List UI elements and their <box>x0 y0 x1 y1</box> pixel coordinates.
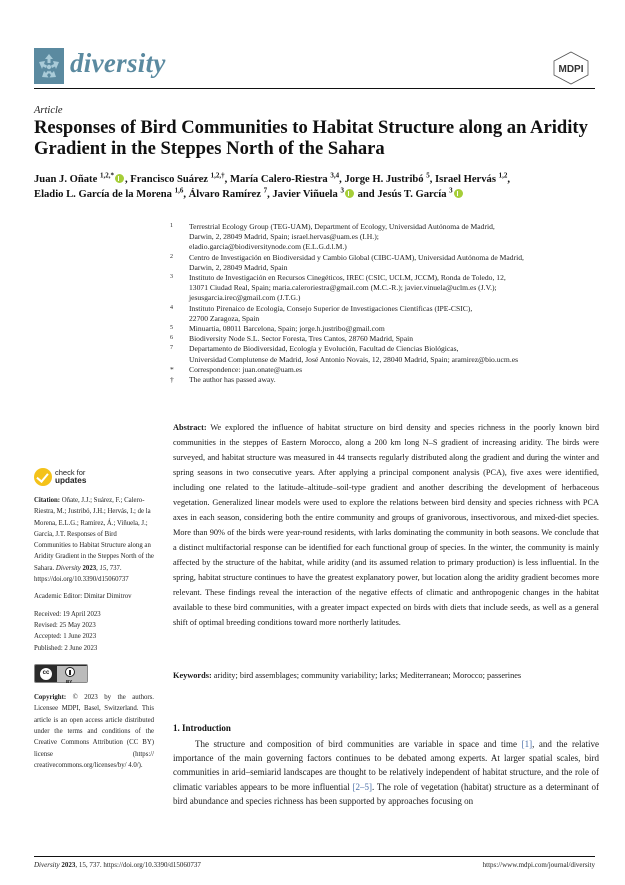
abstract-text: We explored the influence of habitat structure on bird density and species richness in the poorly known bird communities in the steppes of Eastern Morocco, along a 200 km long N–S gradient of increasing aridity. The birds were surveyed, and habitat structure was measured in 44 transects regularly distributed along the gradient and during the winter and spring seasons in two consecutive years. After applying a principal component analysis (PCA), five axes were identified, including one related to the latitude–altitude–soil-type gradient and another describing the development of herbaceous vegetation. Generalized linear models were used to explore the relations between bird density and species richness with PCA axes in each season, considering both the entire community and groups of granivorous, insectivorous, and mixed-diet species. More than 90% of the birds were year-round residents, with larks dominating the community in both seasons. We conclude that a distinct multifactorial response can be identified for each functional group of species. In the winter, the community is mainly affected by the structure of the habitat, while aridity (and its assumed relation to primary production) is less influential. In the spring, habitat structure continues to have the greatest explanatory power, but location along the aridity gradient becomes more relevant. These findings reveal the interaction of the negative effects of climatic and anthropogenic changes in the habitat available to these bird communities, with a greater impact expected on birds with diets that include seeds, as well as a general shift of optimal breeding conditions toward more northerly latitudes. <box>173 423 599 627</box>
affiliation-item <box>170 344 602 364</box>
citation-label: Citation: <box>34 497 61 504</box>
affiliation-line: eladio.garcia@biodiversitynode.com (E.L.G.d.l.M.) <box>189 242 347 252</box>
author-name[interactable]: Eladio L. García de la Morena <box>34 189 172 200</box>
cc-by-license-badge[interactable] <box>34 664 88 683</box>
footer-divider <box>34 856 595 857</box>
affiliation-line: 13071 Ciudad Real, Spain; maria.caleroriestra@gmail.com (M.C.-R.); javier.vinuela@uclm.es (J.V.); <box>189 283 497 293</box>
affiliation-item <box>170 375 602 385</box>
affiliation-mark: † <box>170 375 174 385</box>
article-type: Article <box>34 105 63 116</box>
affiliation-line: Centro de Investigación en Biodiversidad y Cambio Global (CIBC-UAM), Universidad Autónoma de Madrid, <box>189 252 524 262</box>
affiliation-mark: 7 <box>170 345 173 352</box>
affiliation-item <box>170 253 602 273</box>
affiliation-mark: 5 <box>170 325 173 332</box>
footer-doi-link[interactable]: , 15, 737. https://doi.org/10.3390/d15060737 <box>75 861 201 869</box>
publication-dates <box>34 609 154 654</box>
affiliation-mark: * <box>170 364 174 374</box>
by-label: BY <box>66 678 73 684</box>
article-title: Responses of Bird Communities to Habitat Structure along an Aridity Gradient in the Steppes North of the Sahara <box>34 117 588 159</box>
author-affiliation-marks: 5 <box>426 171 430 180</box>
author-affiliation-marks: 3,4 <box>330 171 340 180</box>
mdpi-logo-icon <box>551 50 591 86</box>
author-name[interactable]: Jorge H. Justribó <box>344 174 424 185</box>
copyright-text: © 2023 by the authors. Licensee MDPI, Basel, Switzerland. This article is an open access article distributed under the terms and conditions of the Creative Commons Attribution (CC BY) license (https:// creativecommons.org/licenses/by/ 4.0/). <box>34 694 154 769</box>
affiliation-item <box>170 334 602 344</box>
author-list: Juan J. Oñate $^{1,2,*}$ , Francisco Suárez $^{1,2,\dagger}$, María Calero-Riestra $^{3,4}$, Jorge H. Justribó $^5$, Israel Hervás $^{1,2}$, Eladio L. García de la Morena $^{1,6}$, Álvaro Ramírez $^7$, Javier Viñuela $^3$ and Jesús T. García $^3$ <box>34 171 511 200</box>
published-date: Published: 2 June 2023 <box>34 644 98 652</box>
author-affiliation-marks: 3 <box>340 186 344 195</box>
affiliation-mark: 2 <box>170 253 173 260</box>
received-date: Received: 19 April 2023 <box>34 610 101 618</box>
affiliation-line: Instituto de Investigación en Recursos Cinegéticos, IREC (CSIC, UCLM, JCCM), Ronda de Toledo, 12, <box>189 273 506 283</box>
copyright-notice <box>34 692 154 771</box>
abstract-label: Abstract: <box>173 423 207 432</box>
revised-date: Revised: 25 May 2023 <box>34 621 96 629</box>
citation-doi-link[interactable]: https://doi.org/10.3390/d15060737 <box>34 576 129 584</box>
check-for-updates-button[interactable] <box>34 465 154 491</box>
orcid-icon[interactable] <box>115 174 124 183</box>
affiliation-item <box>170 304 602 324</box>
keywords-label: Keywords: <box>173 671 212 680</box>
cc-icon: cc <box>39 667 53 681</box>
author-affiliation-marks: 1,6 <box>174 186 184 195</box>
abstract <box>173 420 599 630</box>
accepted-date: Accepted: 1 June 2023 <box>34 633 97 641</box>
footer-journal-url[interactable]: https://www.mdpi.com/journal/diversity <box>482 861 595 869</box>
affiliation-line: Terrestrial Ecology Group (TEG-UAM), Department of Ecology, Universidad Autónoma de Madrid, <box>189 222 495 231</box>
author-name[interactable]: Juan J. Oñate <box>34 174 98 185</box>
keywords <box>173 670 603 682</box>
citation-page: 737. <box>109 564 122 572</box>
affiliation-item <box>170 324 602 334</box>
author-name[interactable]: Javier Viñuela <box>272 189 338 200</box>
affiliation-line: Biodiversity Node S.L. Sector Foresta, Tres Cantos, 28760 Madrid, Spain <box>189 334 414 344</box>
author-affiliation-marks: 3 <box>449 186 453 195</box>
author-name[interactable]: Francisco Suárez <box>130 174 209 185</box>
author-affiliation-marks: 1,2 <box>498 171 508 180</box>
affiliation-mark: 6 <box>170 335 173 342</box>
orcid-icon[interactable] <box>345 189 354 198</box>
affiliation-line: Instituto Pirenaico de Ecología, Consejo Superior de Investigaciones Científicas (IPE-CSIC), <box>189 303 473 313</box>
affiliation-line: Darwin, 2, 28049 Madrid, Spain <box>189 262 288 272</box>
affiliation-line: 22700 Zaragoza, Spain <box>189 313 260 323</box>
citation-volume: 15 <box>99 564 107 572</box>
author-name[interactable]: Israel Hervás <box>435 174 496 185</box>
author-name[interactable]: Álvaro Ramírez <box>188 189 261 200</box>
affiliation-item <box>170 273 602 304</box>
citation-link[interactable]: [1] <box>521 739 533 749</box>
copyright-label: Copyright: <box>34 694 67 702</box>
affiliation-line: Departamento de Biodiversidad, Ecología y Evolución, Facultad de Ciencias Biológicas, <box>189 344 459 354</box>
affiliation-item <box>170 365 602 375</box>
academic-editor: Academic Editor: Dimitar Dimitrov <box>34 593 132 601</box>
author-affiliation-marks: 7 <box>263 186 268 195</box>
affiliation-line: jesusgarcia.irec@gmail.com (J.T.G.) <box>189 293 301 303</box>
journal-name: diversity <box>70 48 166 78</box>
affiliation-line: Universidad Complutense de Madrid, José Antonio Novais, 12, 28040 Madrid, Spain; aramirez@bio.ucm.es <box>189 354 519 364</box>
affiliation-line: The author has passed away. <box>189 375 276 385</box>
citation-journal: Diversity <box>55 564 81 572</box>
author-affiliation-marks: 1,2,† <box>210 171 225 180</box>
affiliation-mark: 3 <box>170 274 173 281</box>
svg-text:MDPI: MDPI <box>558 64 584 75</box>
author-name[interactable]: Jesús T. García <box>377 189 447 200</box>
footer-citation: Diversity 2023, 15, 737. https://doi.org/10.3390/d15060737 <box>34 861 201 869</box>
introduction-paragraph: The structure and composition of bird communities are variable in space and time [1], and the relative importance of the main governing factors continues to be debated among experts. At larger spatial scales, bird communities in arid–semiarid landscapes are thought to be relatively independent of habitat structure, and the role of climatic variables appears to be more influential [2–5]. The role of vegetation (habitat) structure as a determinant of bird abundance and species richness has been supported by approaches focusing on <box>173 739 599 806</box>
article-sidebar <box>34 465 154 771</box>
affiliation-mark: 1 <box>170 223 173 229</box>
citation-link[interactable]: [2–5] <box>352 781 373 792</box>
affiliations <box>170 222 602 385</box>
header-divider <box>34 88 595 89</box>
affiliation-line: Minuartia, 08011 Barcelona, Spain; jorge.h.justribo@gmail.com <box>189 324 385 334</box>
affiliation-item <box>170 222 602 253</box>
author-affiliation-marks: 1,2,* <box>99 171 114 180</box>
affiliation-line: Darwin, 2, 28049 Madrid, Spain; israel.hervas@uam.es (I.H.); <box>189 232 379 242</box>
keywords-text: aridity; bird assemblages; community variability; larks; Mediterranean; Morocco; passerines <box>213 671 522 680</box>
citation-text: Oñate, J.J.; Suárez, F.; Calero-Riestra, M.; Justribó, J.H.; Hervás, I.; de la Morena, E.L.G.; Ramírez, Á.; Viñuela, J.; García, J.T. Responses of Bird Communities to Habitat Structure along an Aridity Gradient in the Steppes North of the Sahara. <box>34 497 154 572</box>
checkmark-icon <box>34 468 52 486</box>
author-name[interactable]: María Calero-Riestra <box>229 174 328 185</box>
citation-block: Citation: Oñate, J.J.; Suárez, F.; Calero-Riestra, M.; Justribó, J.H.; Hervás, I.; de la Morena, E.L.G.; Ramírez, Á.; Viñuela, J.; García, J.T. Responses of Bird Communities to Habitat Structure along an Aridity Gradient in the Steppes North of the Sahara. Diversity 2023, 15, 737. https://doi.org/10.3390/d15060737 <box>34 497 154 584</box>
diversity-logo-icon <box>34 48 64 84</box>
affiliation-mark: 4 <box>170 304 173 311</box>
orcid-icon[interactable] <box>454 189 463 198</box>
section-heading-introduction: 1. Introduction <box>173 723 231 733</box>
affiliation-line: Correspondence: juan.onate@uam.es <box>189 364 303 374</box>
citation-year: 2023 <box>82 564 97 572</box>
check-updates-text: check for updates <box>55 468 87 485</box>
journal-header <box>34 48 595 88</box>
